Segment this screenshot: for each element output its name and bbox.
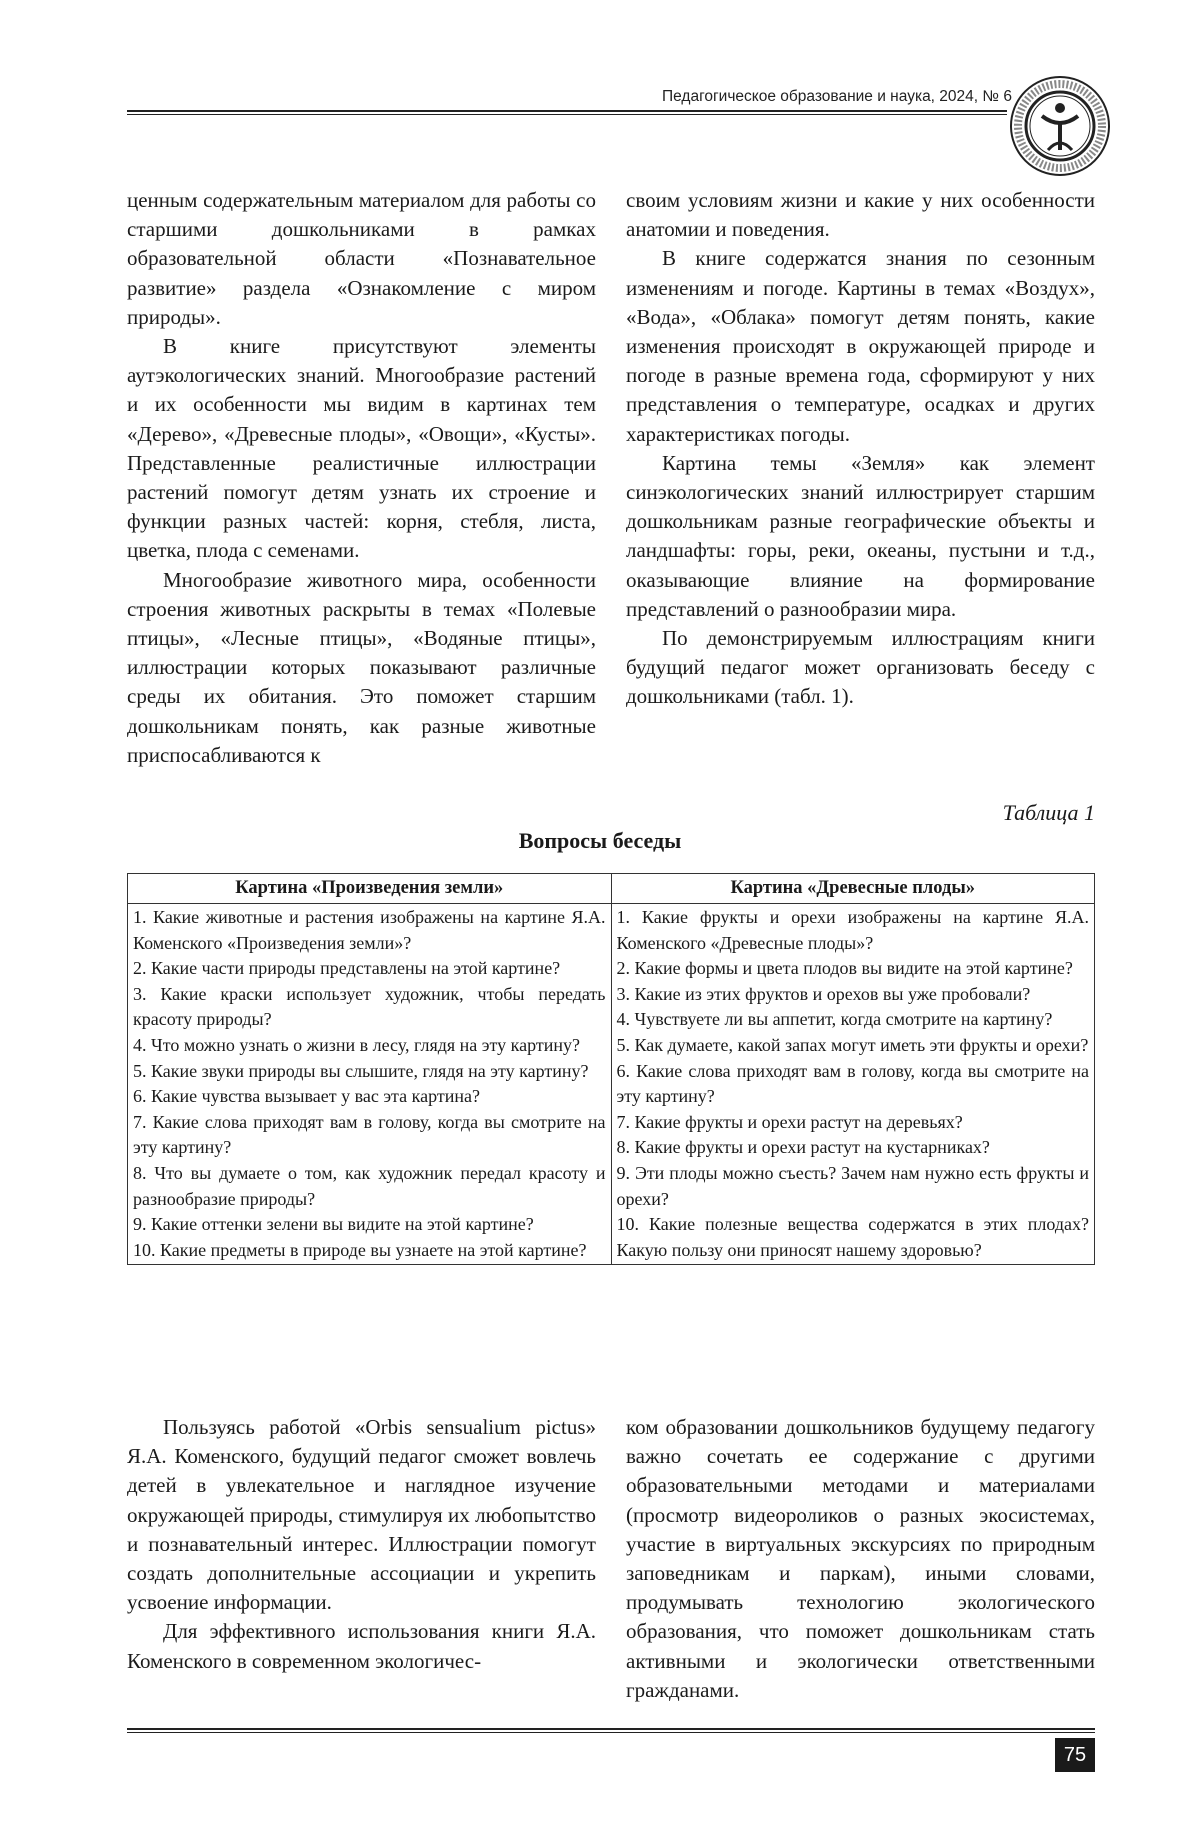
list-item: 3. Какие краски использует художник, чтобы передать красоту природы? [133, 983, 606, 1030]
column-right-top [626, 186, 1095, 712]
list-item: 5. Какие звуки природы вы слышите, глядя на эту картину? [133, 1060, 589, 1081]
column-right-bottom [626, 1413, 1095, 1705]
list-item: 9. Эти плоды можно съесть? Зачем нам нужно есть фрукты и орехи? [616, 1162, 1089, 1209]
list-item: 1. Какие животные и растения изображены на картине Я.А. Коменского «Произведения земли»? [133, 907, 606, 953]
table-cell-right [611, 904, 1094, 1265]
paragraph: В книге присутствуют элементы аутэкологических знаний. Многообразие растений и их особенности мы видим в картинах тем «Дерево», «Древесные плоды», «Овощи», «Кусты». Представленные реалистичные иллюстрации растений помогут детям узнать их строение и функции разных частей: корня, стебля, листа, цветка, плода с семенами. [127, 334, 596, 563]
table-header-right: Картина «Древесные плоды» [611, 874, 1094, 904]
paragraph: По демонстрируемым иллюстрациям книги будущий педагог может организовать беседу с дошкольниками (табл. 1). [626, 626, 1095, 709]
header-rule [127, 110, 1007, 115]
list-item: 4. Что можно узнать о жизни в лесу, глядя на эту картину? [133, 1034, 580, 1055]
paragraph: ценным содержательным материалом для работы со старшими дошкольниками в рамках образовательной области «Познавательное развитие» раздела «Ознакомление с миром природы». [127, 188, 596, 329]
paragraph: ком образовании дошкольников будущему педагогу важно сочетать ее содержание с другими образовательными методами и материалами (просмотр видеороликов о разных экосистемах, участие в виртуальных экскурсиях по природным заповедникам и паркам), иными словами, продумывать технологию экологического образования, что поможет дошкольникам стать активными и экологически ответственными гражданами. [626, 1415, 1095, 1702]
list-item: 8. Какие фрукты и орехи растут на кустарниках? [616, 1137, 990, 1158]
list-item: 3. Какие из этих фруктов и орехов вы уже пробовали? [616, 983, 1031, 1004]
paragraph: В книге содержатся знания по сезонным изменениям и погоде. Картины в темах «Воздух», «Вода», «Облака» помогут детям понять, какие изменения происходят в окружающей природе и погоде в разные времена года, сформируют у них представления о температуре, осадках и других характеристиках погоды. [626, 246, 1095, 446]
list-item: 7. Какие фрукты и орехи растут на деревьях? [616, 1111, 963, 1132]
table-header-left: Картина «Произведения земли» [128, 874, 612, 904]
list-item: 5. Как думаете, какой запах могут иметь эти фрукты и орехи? [616, 1034, 1089, 1055]
list-item: 9. Какие оттенки зелени вы видите на этой картине? [133, 1214, 534, 1235]
list-item: 2. Какие части природы представлены на этой картине? [133, 958, 561, 979]
table-title: Вопросы беседы [518, 828, 682, 853]
list-item: 8. Что вы думаете о том, как художник передал красоту и разнообразие природы? [133, 1162, 606, 1209]
paragraph: своим условиям жизни и какие у них особенности анатомии и поведения. [626, 188, 1095, 242]
table-cell-left [128, 904, 612, 1265]
paragraph: Пользуясь работой «Orbis sensualium pictus» Я.А. Коменского, будущий педагог сможет вовлечь детей в увлекательное и наглядное изучение окружающей природы, стимулируя их любопытство и познавательный интерес. Иллюстрации помогут создать дополнительные ассоциации и укрепить усвоение информации. [127, 1415, 596, 1615]
table-label: Таблица 1 [1002, 800, 1095, 825]
journal-header: Педагогическое образование и наука, 2024, № 6 [662, 88, 1012, 105]
paragraph: Для эффективного использования книги Я.А. Коменского в современном экологичес- [127, 1619, 596, 1673]
column-left-top [127, 186, 596, 770]
list-item: 6. Какие слова приходят вам в голову, когда вы смотрите на эту картину? [616, 1060, 1089, 1107]
paragraph: Картина темы «Земля» как элемент синэкологических знаний иллюстрирует старшим дошкольникам разные географические объекты и ландшафты: горы, реки, океаны, пустыни и т.д., оказывающие влияние на формирование представлений о разнообразии мира. [626, 450, 1095, 621]
list-item: 1. Какие фрукты и орехи изображены на картине Я.А. Коменского «Древесные плоды»? [616, 907, 1089, 953]
footer-rule [127, 1728, 1095, 1733]
list-item: 10. Какие предметы в природе вы узнаете на этой картине? [133, 1239, 587, 1260]
paragraph: Многообразие животного мира, особенности строения животных раскрыты в темах «Полевые птицы», «Лесные птицы», «Водяные птицы», иллюстрации которых показывают различные среды их обитания. Это поможет старшим дошкольникам понять, как разные животные приспосабливаются к [127, 567, 596, 767]
journal-logo-icon [1008, 74, 1112, 178]
list-item: 7. Какие слова приходят вам в голову, когда вы смотрите на эту картину? [133, 1111, 606, 1158]
list-item: 6. Какие чувства вызывает у вас эта картина? [133, 1086, 480, 1107]
list-item: 2. Какие формы и цвета плодов вы видите на этой картине? [616, 958, 1073, 979]
questions-table [127, 873, 1095, 1265]
column-left-bottom [127, 1413, 596, 1676]
list-item: 10. Какие полезные вещества содержатся в этих плодах? Какую пользу они приносят нашему здоровью? [616, 1214, 1089, 1260]
list-item: 4. Чувствуете ли вы аппетит, когда смотрите на картину? [616, 1009, 1053, 1030]
page-number: 75 [1055, 1738, 1095, 1772]
